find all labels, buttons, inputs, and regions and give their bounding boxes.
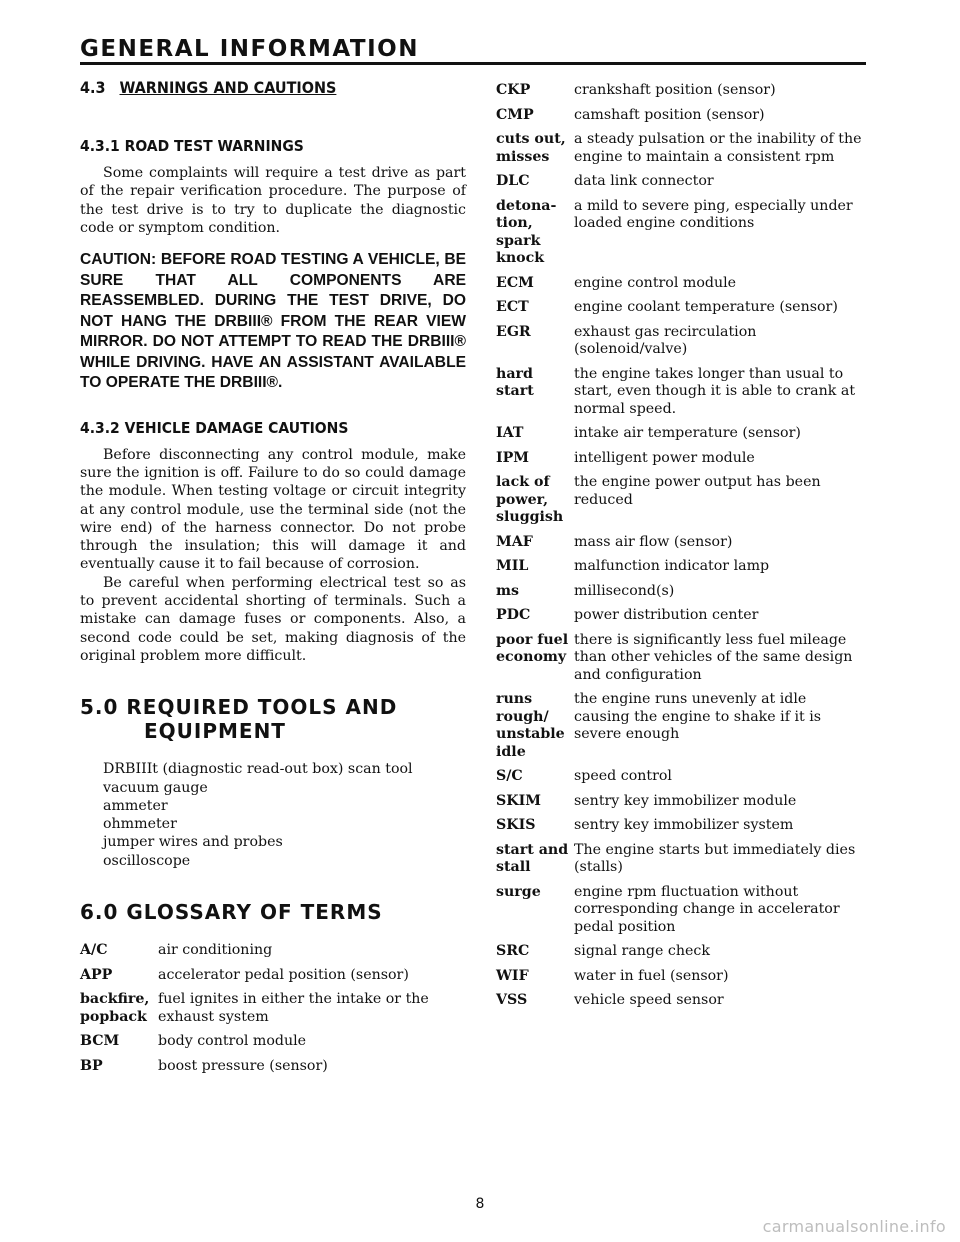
road-test-caution: CAUTION: BEFORE ROAD TESTING A VEHICLE, BE SURE THAT ALL COMPONENTS ARE REASSEMBLED. DURING THE TEST DRIVE, DO NOT HANG THE DRBIII® FROM THE REAR VIEW MIRROR. DO NOT ATTEMPT TO READ THE DRBIII® WHILE DRIVING. HAVE AN ASSISTANT AVAILABLE TO OPERATE THE DRBIII®. bbox=[80, 251, 466, 392]
section-title: WARNINGS AND CAUTIONS bbox=[119, 78, 337, 97]
tool-item: ammeter bbox=[103, 797, 168, 814]
tools-list bbox=[80, 760, 466, 870]
glossary-term: WIF bbox=[496, 967, 529, 984]
glossary-definition: crankshaft position (sensor) bbox=[574, 82, 776, 98]
tool-item: ohmmeter bbox=[103, 816, 177, 833]
glossary-row bbox=[496, 474, 866, 527]
tool-item: oscilloscope bbox=[103, 852, 191, 869]
section-4-3-2-heading: 4.3.2 VEHICLE DAMAGE CAUTIONS bbox=[80, 418, 349, 437]
glossary-definition: fuel ignites in either the intake or the exhaust system bbox=[158, 991, 429, 1025]
glossary-term: CMP bbox=[496, 106, 534, 123]
glossary-definition: boost pressure (sensor) bbox=[158, 1057, 328, 1074]
glossary-term: runs rough/ unstable idle bbox=[496, 691, 565, 760]
glossary-row bbox=[80, 967, 466, 985]
glossary-definition: power distribution center bbox=[574, 607, 759, 623]
glossary-row bbox=[496, 968, 866, 986]
glossary-definition: a mild to severe ping, especially under loaded engine conditions bbox=[574, 197, 853, 231]
glossary-row bbox=[496, 324, 866, 359]
glossary-row bbox=[496, 82, 866, 100]
glossary-row bbox=[496, 632, 866, 685]
glossary-definition: signal range check bbox=[574, 943, 710, 959]
glossary-term: DLC bbox=[496, 173, 530, 189]
glossary-row bbox=[496, 198, 866, 268]
glossary-term: detona- tion, spark knock bbox=[496, 197, 557, 266]
road-test-paragraph: Some complaints will require a test drive as part of the repair verification procedure. The purpose of the test drive is to try to duplicate the diagnostic code or symptom condition. bbox=[80, 165, 466, 236]
glossary-definition: speed control bbox=[574, 768, 672, 784]
left-column bbox=[80, 78, 466, 1082]
section-5-0-title-line-1: 5.0 REQUIRED TOOLS AND bbox=[80, 695, 398, 720]
glossary-row bbox=[496, 366, 866, 419]
glossary-term: PDC bbox=[496, 607, 531, 623]
glossary-row bbox=[496, 558, 866, 576]
tool-item: DRBIIIt (diagnostic read-out box) scan tool bbox=[103, 761, 413, 778]
glossary-term: poor fuel economy bbox=[496, 631, 569, 665]
tool-item: vacuum gauge bbox=[103, 779, 208, 796]
page-number: 8 bbox=[475, 1196, 485, 1212]
glossary-term: IPM bbox=[496, 449, 530, 466]
glossary-definition: air conditioning bbox=[158, 942, 273, 959]
glossary-term: SKIS bbox=[496, 817, 536, 833]
header-rule bbox=[80, 62, 866, 65]
glossary-definition: millisecond(s) bbox=[574, 582, 675, 599]
glossary-row bbox=[496, 817, 866, 835]
glossary-row bbox=[496, 299, 866, 317]
glossary-term: SRC bbox=[496, 943, 530, 959]
section-5-0-heading bbox=[80, 695, 466, 743]
glossary-term: start and stall bbox=[496, 841, 569, 875]
glossary-definition: The engine starts but immediately dies (stalls) bbox=[574, 841, 856, 875]
section-5-0-title-line-2: EQUIPMENT bbox=[144, 719, 286, 744]
damage-caution-paragraph-2: Be careful when performing electrical test so as to prevent accidental shorting of terminals. Such a mistake can damage fuses or components. Also, a second code could be set, making diagnosis of the original problem more difficult. bbox=[80, 574, 466, 664]
glossary-row bbox=[80, 942, 466, 960]
glossary-left bbox=[80, 942, 466, 1075]
glossary-definition: body control module bbox=[158, 1033, 307, 1050]
glossary-definition: sentry key immobilizer module bbox=[574, 792, 797, 809]
glossary-term: BP bbox=[80, 1057, 103, 1074]
glossary-term: MAF bbox=[496, 533, 533, 550]
glossary-term: ms bbox=[496, 582, 519, 599]
glossary-definition: engine coolant temperature (sensor) bbox=[574, 299, 838, 315]
glossary-definition: mass air flow (sensor) bbox=[574, 533, 733, 550]
glossary-term: backfire, popback bbox=[80, 991, 150, 1025]
glossary-row bbox=[496, 943, 866, 961]
glossary-definition: vehicle speed sensor bbox=[574, 992, 724, 1008]
glossary-row bbox=[496, 768, 866, 786]
glossary-term: SKIM bbox=[496, 792, 541, 809]
glossary-term: lack of power, sluggish bbox=[496, 474, 564, 525]
glossary-definition: exhaust gas recirculation (solenoid/valve) bbox=[574, 323, 757, 357]
glossary-row bbox=[496, 793, 866, 811]
glossary-definition: the engine runs unevenly at idle causing the engine to shake if it is severe enough bbox=[574, 691, 822, 742]
glossary-row bbox=[80, 1058, 466, 1076]
glossary-term: EGR bbox=[496, 323, 531, 340]
glossary-term: S/C bbox=[496, 768, 523, 784]
glossary-term: ECM bbox=[496, 274, 534, 291]
section-number: 4.3 bbox=[80, 78, 106, 97]
glossary-term: A/C bbox=[80, 942, 108, 959]
glossary-definition: engine rpm fluctuation without corresponding change in accelerator pedal position bbox=[574, 883, 840, 935]
glossary-definition: camshaft position (sensor) bbox=[574, 106, 765, 123]
right-column bbox=[496, 82, 866, 1017]
glossary-term: BCM bbox=[80, 1033, 120, 1050]
glossary-term: IAT bbox=[496, 425, 524, 441]
glossary-row bbox=[496, 107, 866, 125]
glossary-row bbox=[496, 691, 866, 761]
glossary-definition: intake air temperature (sensor) bbox=[574, 425, 801, 441]
glossary-definition: the engine takes longer than usual to start, even though it is able to crank at normal speed. bbox=[574, 365, 856, 417]
glossary-definition: data link connector bbox=[574, 173, 714, 189]
section-4-3-heading bbox=[80, 78, 466, 97]
glossary-term: MIL bbox=[496, 558, 529, 574]
glossary-definition: water in fuel (sensor) bbox=[574, 967, 729, 984]
section-6-0-heading: 6.0 GLOSSARY OF TERMS bbox=[80, 900, 383, 925]
glossary-definition: accelerator pedal position (sensor) bbox=[158, 966, 409, 983]
glossary-row bbox=[496, 275, 866, 293]
tool-item: jumper wires and probes bbox=[103, 834, 283, 851]
glossary-row bbox=[496, 842, 866, 877]
page-header: GENERAL INFORMATION bbox=[80, 36, 419, 62]
section-4-3-1-heading: 4.3.1 ROAD TEST WARNINGS bbox=[80, 137, 304, 155]
glossary-row bbox=[496, 425, 866, 443]
glossary-row bbox=[496, 607, 866, 625]
glossary-row bbox=[496, 450, 866, 468]
glossary-row bbox=[80, 991, 466, 1026]
glossary-term: hard start bbox=[496, 365, 534, 399]
glossary-row bbox=[496, 131, 866, 166]
glossary-term: APP bbox=[80, 966, 113, 983]
glossary-row bbox=[496, 534, 866, 552]
glossary-definition: a steady pulsation or the inability of the engine to maintain a consistent rpm bbox=[574, 131, 862, 165]
glossary-definition: engine control module bbox=[574, 274, 737, 291]
glossary-term: VSS bbox=[496, 992, 528, 1008]
glossary-row bbox=[496, 173, 866, 191]
glossary-row bbox=[80, 1033, 466, 1051]
glossary-term: cuts out, misses bbox=[496, 131, 566, 165]
glossary-definition: malfunction indicator lamp bbox=[574, 558, 770, 574]
glossary-definition: sentry key immobilizer system bbox=[574, 817, 794, 833]
glossary-row bbox=[496, 992, 866, 1010]
glossary-term: CKP bbox=[496, 82, 531, 98]
glossary-definition: the engine power output has been reduced bbox=[574, 474, 821, 508]
damage-caution-paragraph-1: Before disconnecting any control module, make sure the ignition is off. Failure to do so could damage the module. When testing voltage or circuit integrity at any control module, use the terminal side (not the wire end) of the harness connector. Do not probe through the insulation; this will damage it and eventually cause it to fail because of corrosion. bbox=[80, 446, 466, 573]
glossary-right bbox=[496, 82, 866, 1010]
watermark: carmanualsonline.info bbox=[762, 1217, 946, 1236]
glossary-row bbox=[496, 583, 866, 601]
glossary-row bbox=[496, 884, 866, 937]
glossary-term: surge bbox=[496, 883, 541, 900]
glossary-definition: intelligent power module bbox=[574, 449, 755, 466]
glossary-definition: there is significantly less fuel mileage than other vehicles of the same design and configuration bbox=[574, 631, 853, 683]
glossary-term: ECT bbox=[496, 299, 529, 315]
